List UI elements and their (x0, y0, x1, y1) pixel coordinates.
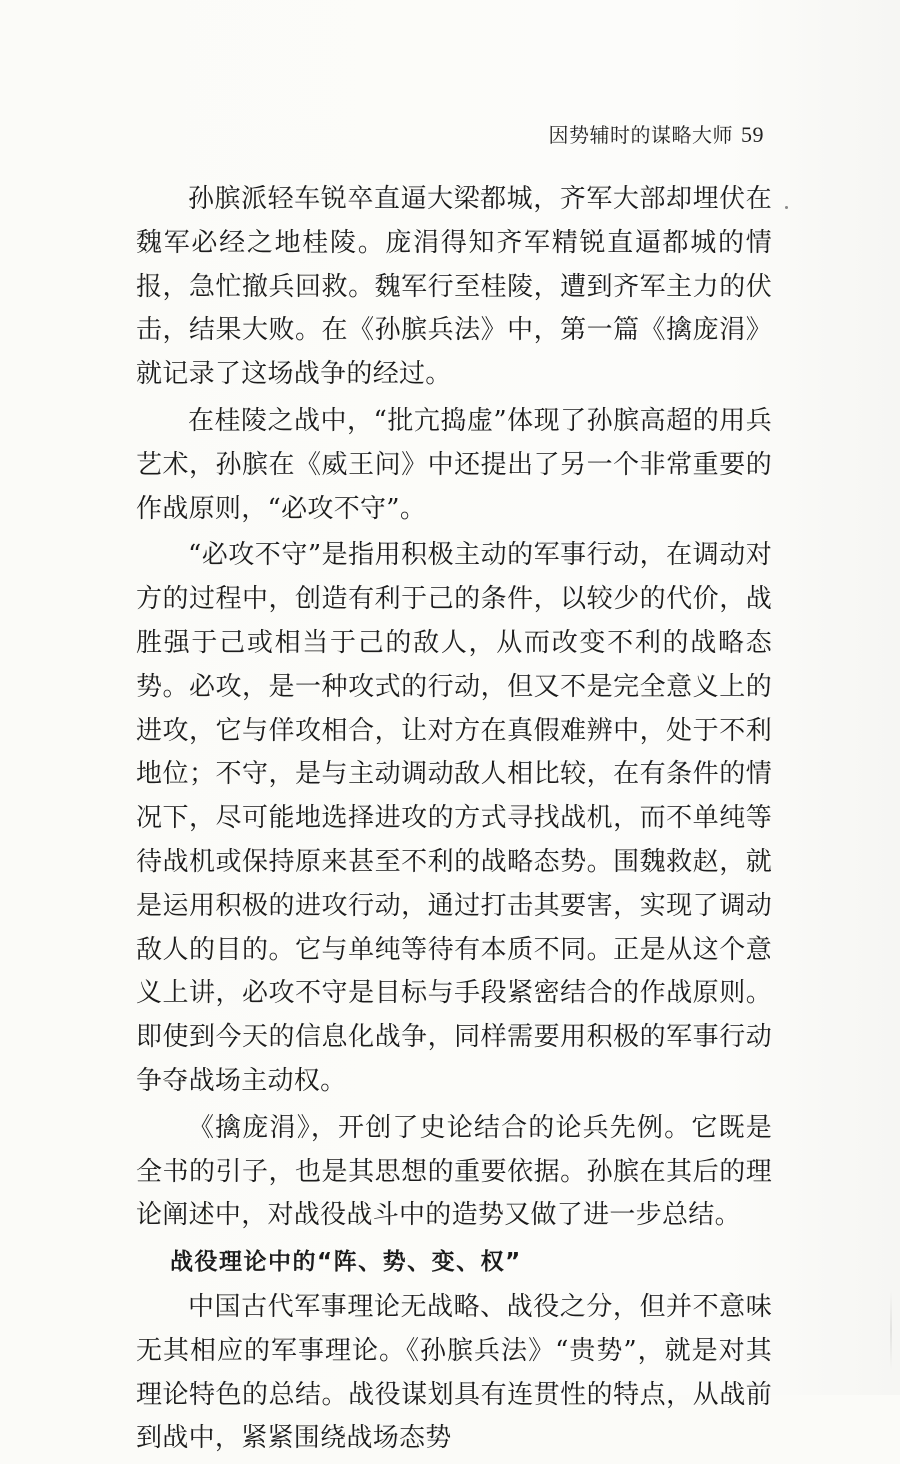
page-number: 59 (741, 122, 764, 147)
header-title: 因势辅时的谋略大师 (548, 123, 733, 147)
running-header (549, 119, 765, 148)
paragraph: 中国古代军事理论无战略、战役之分，但并不意味无其相应的军事理论。《孙膑兵法》“贵势”，就是对其理论特色的总结。战役谋划具有连贯性的特点，从战前到战中，紧紧围绕战场态势 (136, 1291, 772, 1454)
section-heading: 战役理论中的“阵、势、变、权” (170, 1249, 522, 1276)
paragraph: 在桂陵之战中，“批亢捣虚”体现了孙膑高超的用兵艺术，孙膑在《威王问》中还提出了另一个非常重要的作战原则，“必攻不守”。 (136, 405, 772, 524)
paragraph: 《擒庞涓》，开创了史论结合的论兵先例。它既是全书的引子，也是其思想的重要依据。孙膑在其后的理论阐述中，对战役战斗中的造势又做了进一步总结。 (136, 1112, 772, 1231)
body-text (136, 178, 772, 1464)
paragraph: “必攻不守”是指用积极主动的军事行动，在调动对方的过程中，创造有利于己的条件，以较少的代价，战胜强于己或相当于己的敌人，从而改变不利的战略态势。必攻，是一种攻式的行动，但又不是完全意义上的进攻，它与佯攻相合，让对方在真假难辨中，处于不利地位；不守，是与主动调动敌人相比较，在有条件的情况下，尽可能地选择进攻的方式寻找战机，而不单纯等待战机或保持原来甚至不利的战略态势。围魏救赵，就是运用积极的进攻行动，通过打击其要害，实现了调动敌人的目的。它与单纯等待有本质不同。正是从这个意义上讲，必攻不守是目标与手段紧密结合的作战原则。即使到今天的信息化战争，同样需要用积极的军事行动争夺战场主动权。 (136, 540, 772, 1096)
page-edge-shadow (890, 1290, 892, 1370)
paragraph: 孙膑派轻车锐卒直逼大梁都城，齐军大部却埋伏在魏军必经之地桂陵。庞涓得知齐军精锐直逼都城的情报，急忙撤兵回救。魏军行至桂陵，遭到齐军主力的伏击，结果大败。在《孙膑兵法》中，第一篇《擒庞涓》就记录了这场战争的经过。 (136, 184, 772, 390)
margin-speck (785, 206, 788, 209)
